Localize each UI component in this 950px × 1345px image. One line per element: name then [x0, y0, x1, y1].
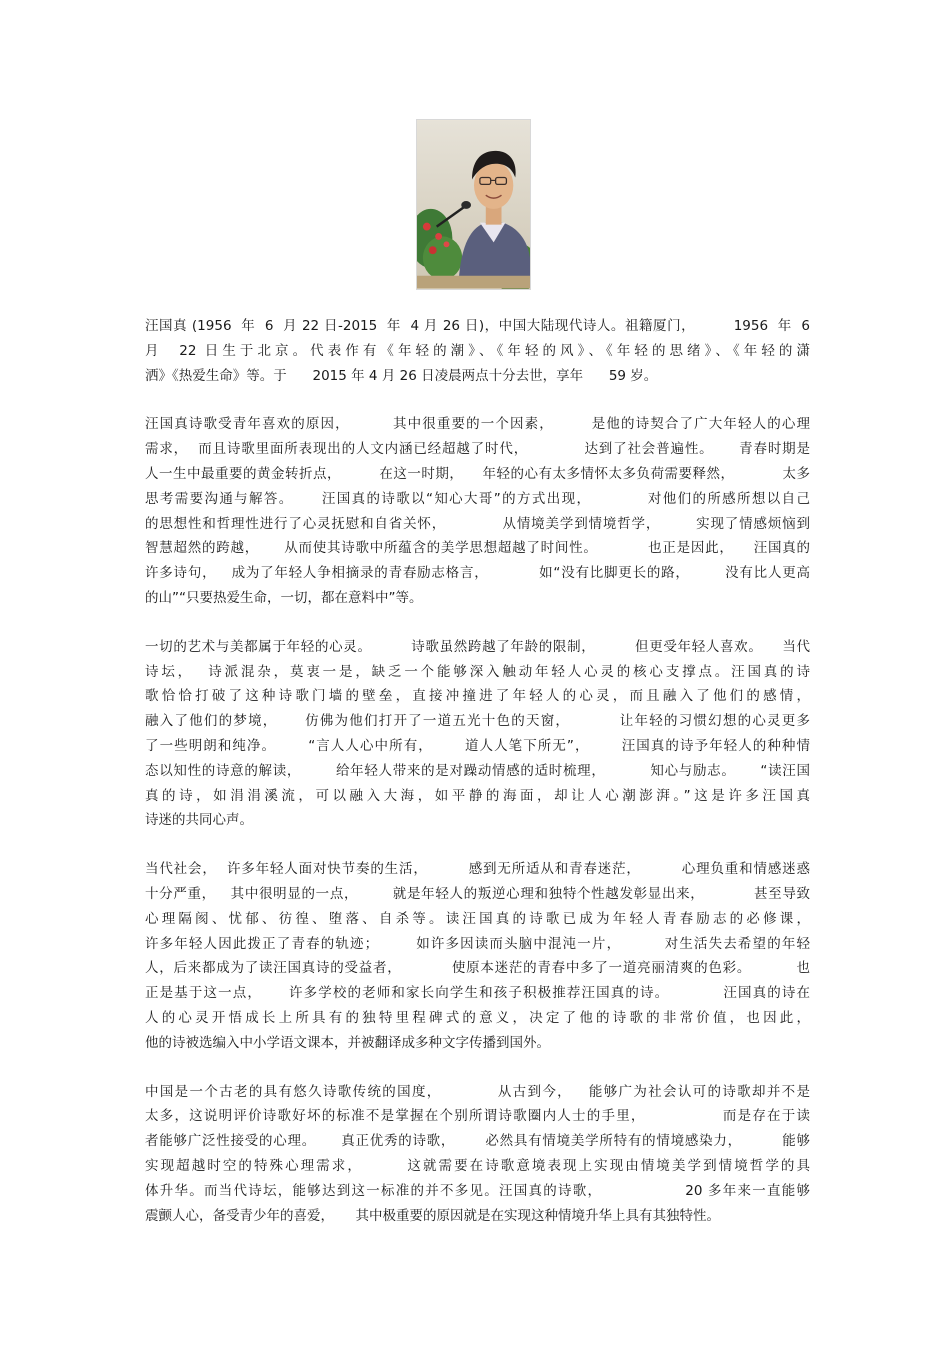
- text-line: 智慧超然的跨越， 从而使其诗歌中所蕴含的美学思想超越了时间性。 也正是因此， 汪国真的: [145, 540, 810, 557]
- text-line: 的山”“只要热爱生命，一切，都在意料中”等。: [145, 589, 423, 606]
- text-line: 洒》《热爱生命》等。于 2015 年 4 月 26 日凌晨两点十分去世，享年 59 岁。: [145, 367, 658, 384]
- paragraph: [145, 314, 810, 388]
- text-line: 体升华。而当代诗坛，能够达到这一标准的并不多见。汪国真的诗歌， 20 多年来一直能够: [145, 1182, 810, 1199]
- text-line: 当代社会， 许多年轻人面对快节奏的生活， 感到无所适从和青春迷茫， 心理负重和情感迷惑: [145, 861, 810, 878]
- text-line: 诗坛， 诗派混杂，莫衷一是，缺乏一个能够深入触动年轻人心灵的核心支撑点。汪国真的诗: [145, 663, 810, 680]
- text-line: 诗迷的共同心声。: [145, 812, 253, 829]
- paragraph: [145, 635, 810, 833]
- text-line: 月 22 日生于北京。代表作有《年轻的潮》、《年轻的风》、《年轻的思绪》、《年轻的潇: [145, 342, 810, 359]
- text-line: 心理隔阂、忧郁、彷徨、堕落、自杀等。读汪国真的诗歌已成为年轻人青春励志的必修课，: [145, 910, 810, 927]
- text-line: 人，后来都成为了读汪国真诗的受益者， 使原本迷茫的青春中多了一道亮丽清爽的色彩。 也: [145, 960, 810, 977]
- text-line: 的思想性和哲理性进行了心灵抚慰和自省关怀， 从情境美学到情境哲学， 实现了情感烦恼到: [145, 515, 810, 532]
- text-line: 需求， 而且诗歌里面所表现出的人文内涵已经超越了时代， 达到了社会普遍性。 青春时期是: [145, 441, 810, 458]
- text-line: 中国是一个古老的具有悠久诗歌传统的国度， 从古到今， 能够广为社会认可的诗歌却并不是: [145, 1083, 810, 1100]
- paragraph: [145, 857, 810, 1055]
- text-line: 真的诗，如涓涓溪流，可以融入大海，如平静的海面，却让人心潮澎湃。”这是许多汪国真: [145, 787, 810, 804]
- text-line: 十分严重， 其中很明显的一点， 就是年轻人的叛逆心理和独特个性越发彰显出来， 甚至导致: [145, 885, 810, 902]
- text-line: 思考需要沟通与解答。 汪国真的诗歌以“知心大哥”的方式出现， 对他们的所感所想以自己: [145, 490, 810, 507]
- text-line: 一切的艺术与美都属于年轻的心灵。 诗歌虽然跨越了年龄的限制， 但更受年轻人喜欢。 当代: [145, 638, 810, 655]
- text-line: 太多，这说明评价诗歌好坏的标准不是掌握在个别所谓诗歌圈内人士的手里， 而是存在于读: [145, 1108, 810, 1125]
- portrait-photo-icon: [417, 120, 530, 289]
- paragraph: [145, 1080, 810, 1229]
- text-line: 震颤人心，备受青少年的喜爱， 其中极重要的原因就是在实现这种情境升华上具有其独特性。: [145, 1207, 720, 1224]
- text-line: 者能够广泛性接受的心理。 真正优秀的诗歌， 必然具有情境美学所特有的情境感染力， 能够: [145, 1133, 810, 1150]
- text-line: 许多年轻人因此拨正了青春的轨迹； 如许多因读而头脑中混沌一片， 对生活失去希望的年轻: [145, 935, 810, 952]
- text-line: 他的诗被选编入中小学语文课本，并被翻译成多种文字传播到国外。: [145, 1034, 550, 1051]
- text-line: 汪国真诗歌受青年喜欢的原因， 其中很重要的一个因素， 是他的诗契合了广大年轻人的心理: [145, 416, 810, 433]
- text-line: 正是基于这一点， 许多学校的老师和家长向学生和孩子积极推荐汪国真的诗。 汪国真的诗在: [145, 985, 810, 1002]
- text-line: 汪国真 (1956 年 6 月 22 日-2015 年 4 月 26 日)，中国大陆现代诗人。祖籍厦门， 1956 年 6: [145, 318, 810, 334]
- author-portrait-image: [416, 119, 531, 290]
- text-line: 实现超越时空的特殊心理需求， 这就需要在诗歌意境表现上实现由情境美学到情境哲学的具: [145, 1157, 810, 1174]
- text-line: 融入了他们的梦境， 仿佛为他们打开了一道五光十色的天窗， 让年轻的习惯幻想的心灵更多: [145, 713, 810, 730]
- text-line: 许多诗句， 成为了年轻人争相摘录的青春励志格言， 如“没有比脚更长的路， 没有比人更高: [145, 565, 810, 582]
- article-body: [145, 314, 810, 1252]
- text-line: 了一些明朗和纯净。 “言人人心中所有， 道人人笔下所无”， 汪国真的诗予年轻人的种种情: [145, 737, 810, 754]
- text-line: 态以知性的诗意的解读， 给年轻人带来的是对躁动情感的适时梳理， 知心与励志。 “读汪国: [145, 762, 810, 779]
- text-line: 人的心灵开悟成长上所具有的独特里程碑式的意义，决定了他的诗歌的非常价值，也因此，: [145, 1009, 810, 1026]
- paragraph: [145, 412, 810, 610]
- text-line: 歌恰恰打破了这种诗歌门墙的壁垒，直接冲撞进了年轻人的心灵，而且融入了他们的感情，: [145, 688, 810, 705]
- text-line: 人一生中最重要的黄金转折点， 在这一时期， 年轻的心有太多情怀太多负荷需要释然， 太多: [145, 465, 810, 482]
